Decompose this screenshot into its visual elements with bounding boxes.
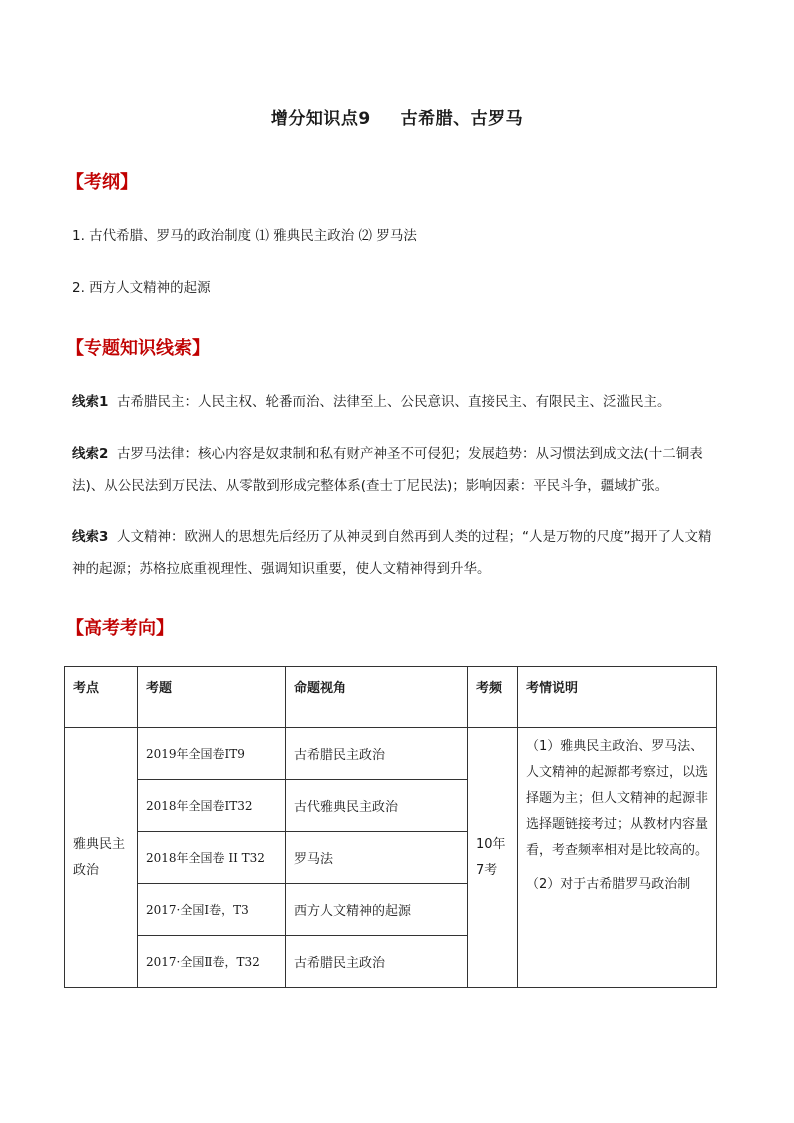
- note-2: （2）对于古希腊罗马政治制: [526, 877, 691, 892]
- angle-cell: 罗马法: [286, 832, 468, 884]
- title-part2: 古希腊、古罗马: [400, 109, 524, 129]
- exam-cell: 2018年全国卷 II T32: [138, 832, 286, 884]
- frequency-cell: 10年7考: [468, 728, 518, 988]
- clue-1-text: 古希腊民主：人民主权、轮番而治、法律至上、公民意识、直接民主、有限民主、泛滥民主。: [117, 394, 671, 410]
- header-exam: 考题: [138, 667, 286, 728]
- topic-cell: 雅典民主政治: [65, 728, 138, 988]
- page-title: [0, 104, 794, 129]
- section-heading-exam-trends: 【高考考向】: [66, 618, 174, 639]
- clue-2: [72, 438, 724, 502]
- syllabus-item-1: 1. 古代希腊、罗马的政治制度 ⑴ 雅典民主政治 ⑵ 罗马法: [72, 228, 417, 244]
- exam-cell: 2019年全国卷ⅠT9: [138, 728, 286, 780]
- clue-1-label: 线索1: [72, 394, 109, 410]
- clue-3-text: 人文精神：欧洲人的思想先后经历了从神灵到自然再到人类的过程；“人是万物的尺度”揭开了人文精神的起源；苏格拉底重视理性、强调知识重要，使人文精神得到升华。: [72, 529, 712, 577]
- exam-cell: 2017·全国Ⅱ卷，T32: [138, 936, 286, 988]
- header-frequency: 考频: [468, 667, 518, 728]
- clue-3: [72, 521, 724, 585]
- syllabus-item-2: 2. 西方人文精神的起源: [72, 280, 211, 296]
- angle-cell: 古希腊民主政治: [286, 728, 468, 780]
- clue-2-text: 古罗马法律：核心内容是奴隶制和私有财产神圣不可侵犯；发展趋势：从习惯法到成文法(十二铜表法)、从公民法到万民法、从零散到形成完整体系(查士丁尼民法)；影响因素：平民斗争，疆域扩张。: [72, 446, 703, 494]
- header-topic: 考点: [65, 667, 138, 728]
- section-heading-clues: 【专题知识线索】: [66, 338, 210, 359]
- table-row: [65, 728, 717, 780]
- angle-cell: 古希腊民主政治: [286, 936, 468, 988]
- angle-cell: 古代雅典民主政治: [286, 780, 468, 832]
- exam-cell: 2017·全国Ⅰ卷，T3: [138, 884, 286, 936]
- header-angle: 命题视角: [286, 667, 468, 728]
- exam-trend-table: [64, 666, 717, 988]
- title-part1: 增分知识点9: [270, 109, 371, 129]
- note-1: （1）雅典民主政治、罗马法、人文精神的起源都考察过，以选择题为主；但人文精神的起源非选择题链接考过；从教材内容量看，考查频率相对是比较高的。: [526, 739, 709, 858]
- header-notes: 考情说明: [518, 667, 717, 728]
- exam-cell: 2018年全国卷ⅠT32: [138, 780, 286, 832]
- section-heading-syllabus: 【考纲】: [66, 172, 138, 193]
- notes-cell: [518, 728, 717, 988]
- table-header-row: [65, 667, 717, 728]
- angle-cell: 西方人文精神的起源: [286, 884, 468, 936]
- clue-3-label: 线索3: [72, 529, 109, 545]
- clue-2-label: 线索2: [72, 446, 109, 462]
- clue-1: [72, 386, 724, 418]
